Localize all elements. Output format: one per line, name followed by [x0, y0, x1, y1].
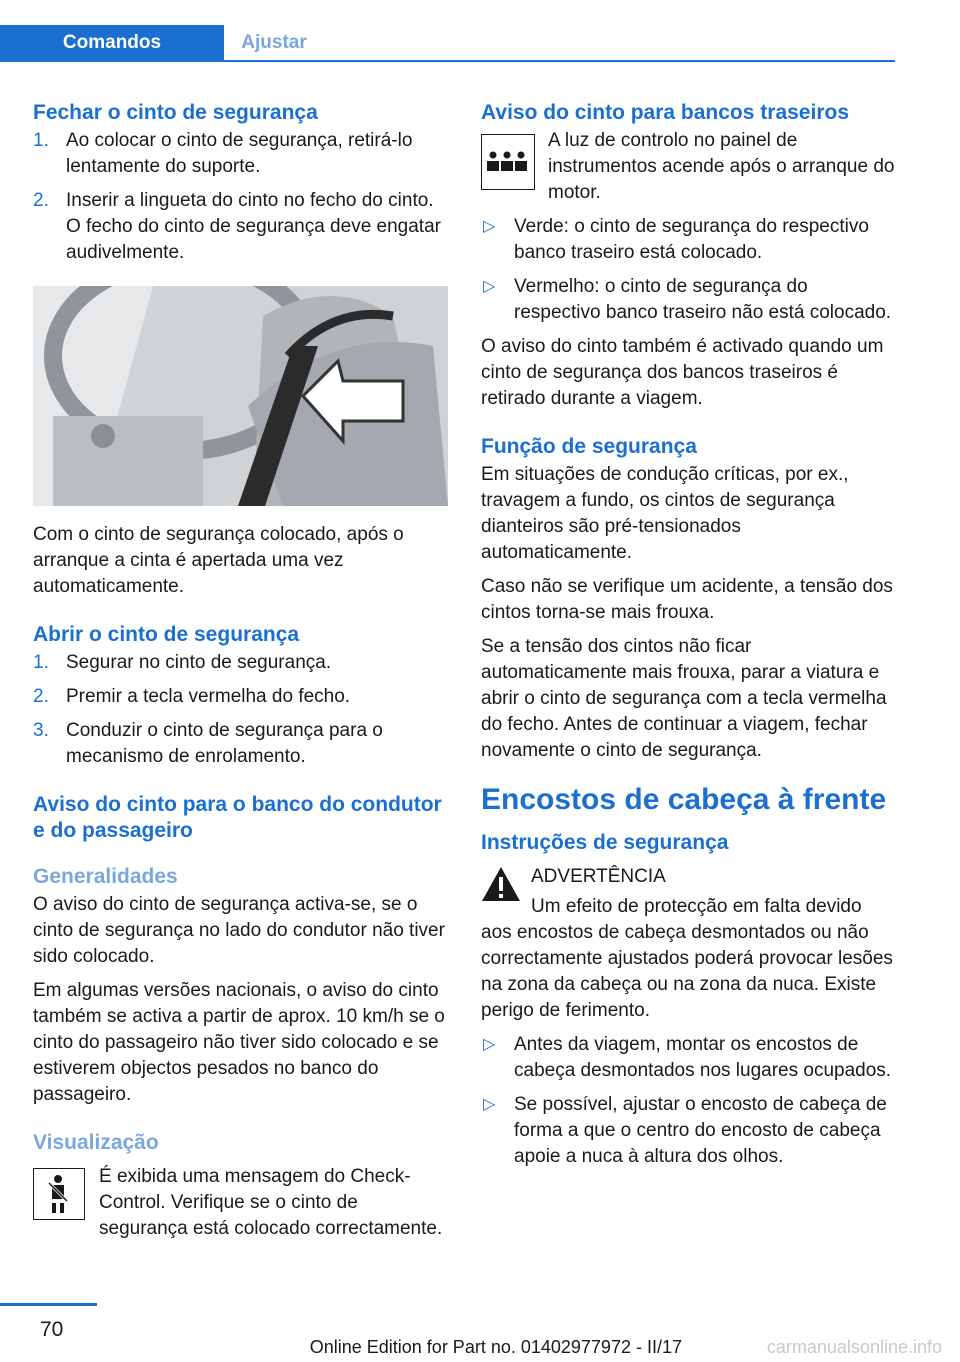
warning-text — [481, 894, 896, 1024]
heading-abrir-cinto: Abrir o cinto de segurança — [33, 623, 300, 646]
step-number: 1. — [33, 652, 49, 673]
rear-seat-indicator-block — [481, 128, 896, 206]
rear-indicator-intro: A luz de controlo no painel de instrumentos acende após o arranque do motor. — [548, 130, 895, 203]
step-text: Ao colocar o cinto de segurança, retirá-lo lentamente do suporte. — [66, 130, 413, 177]
header-tab-bar — [0, 0, 895, 62]
step-number: 2. — [33, 686, 49, 707]
heading-aviso-condutor: Aviso do cinto para o banco do condutor e do passageiro — [33, 793, 442, 842]
subheading-generalidades: Generalidades — [33, 865, 178, 888]
heading-funcao-seguranca: Função de segurança — [481, 435, 697, 458]
funcao-text-3: Se a tensão dos cintos não ficar automaticamente mais frouxa, parar a viatura e abrir o cinto de segurança com a tecla vermelha do fecho. Antes de continuar a viagem, fechar novamente o cinto de segurança. — [481, 636, 887, 761]
funcao-text-1: Em situações de condução críticas, por ex., travagem a fundo, os cintos de segurança dianteiros são pré-tensionados automaticamente. — [481, 464, 849, 563]
list-item — [33, 684, 448, 710]
step-number: 1. — [33, 130, 49, 151]
headrest-bullets — [481, 1032, 896, 1170]
triangle-bullet-icon: ▷ — [483, 1096, 496, 1113]
seatbelt-illustration — [33, 286, 448, 506]
bullet-text: Se possível, ajustar o encosto de cabeça de forma a que o centro do encosto de cabeça apoie a nuca à altura dos olhos. — [514, 1094, 887, 1167]
list-item — [481, 214, 896, 266]
step-number: 3. — [33, 720, 49, 741]
watermark: carmanualsonline.info — [766, 1337, 942, 1357]
heading-aviso-traseiros: Aviso do cinto para bancos traseiros — [481, 101, 849, 124]
page-number: 70 — [40, 1318, 64, 1341]
funcao-text-2: Caso não se verifique um acidente, a tensão dos cintos torna-se mais frouxa. — [481, 576, 893, 623]
heading-fechar-cinto: Fechar o cinto de segurança — [33, 101, 318, 124]
step-number: 2. — [33, 190, 49, 211]
left-column — [33, 100, 448, 1250]
edition-text: Online Edition for Part no. 01402977972 - II/17 — [309, 1337, 682, 1357]
list-item — [33, 718, 448, 770]
fechar-steps-list — [33, 128, 448, 266]
step-text: Inserir a lingueta do cinto no fecho do cinto. O fecho do cinto de segurança deve engatar audivelmente. — [66, 190, 441, 263]
rear-indicator-text: O aviso do cinto também é activado quando um cinto de segurança dos bancos traseiros é retirado durante a viagem. — [481, 336, 884, 409]
seatbelt-after-photo-text: Com o cinto de segurança colocado, após o arranque a cinta é apertada uma vez automaticamente. — [33, 524, 404, 597]
bullet-text: Verde: o cinto de segurança do respectivo banco traseiro está colocado. — [514, 216, 869, 263]
header-divider — [0, 60, 895, 62]
rear-seatbelt-indicator-icon — [481, 134, 535, 190]
seatbelt-photo — [33, 286, 448, 506]
generalidades-text-1: O aviso do cinto de segurança activa-se, se o cinto de segurança no lado do condutor não tiver sido colocado. — [33, 894, 445, 967]
step-text: Segurar no cinto de segurança. — [66, 652, 332, 673]
bullet-text: Vermelho: o cinto de segurança do respectivo banco traseiro não está colocado. — [514, 276, 892, 323]
list-item — [481, 1032, 896, 1084]
list-item — [33, 188, 448, 266]
subheading-visualizacao: Visualização — [33, 1131, 159, 1154]
list-item — [33, 128, 448, 180]
abrir-steps-list — [33, 650, 448, 770]
visualizacao-text: É exibida uma mensagem do Check-Control. Verifique se o cinto de segurança está colocado correctamente. — [99, 1166, 443, 1239]
warning-triangle-icon — [481, 866, 521, 902]
triangle-bullet-icon: ▷ — [483, 1036, 496, 1053]
right-column — [481, 100, 896, 1178]
generalidades-text-2: Em algumas versões nacionais, o aviso do cinto também se activa a partir de aprox. 10 km/h se o cinto do passageiro não tiver sido colocado e se estiverem objectos pesados no banco do passageiro. — [33, 980, 445, 1105]
heading-encostos-cabeca: Encostos de cabeça à frente — [481, 783, 887, 816]
visualizacao-block — [33, 1164, 448, 1242]
footer-rule — [0, 1303, 97, 1306]
list-item — [481, 1092, 896, 1170]
warning-title: ADVERTÊNCIA — [531, 866, 666, 887]
tab-comandos[interactable]: Comandos — [0, 25, 224, 60]
triangle-bullet-icon: ▷ — [483, 278, 496, 295]
step-text: Conduzir o cinto de segurança para o mecanismo de enrolamento. — [66, 720, 383, 767]
subheading-instrucoes-seguranca: Instruções de segurança — [481, 831, 729, 854]
warning-text-body: Um efeito de protecção em falta devido aos encostos de cabeça desmontados ou não correctamente ajustados poderá provocar lesões na zona da cabeça ou na zona da nuca. Existe perigo de ferimento. — [481, 896, 893, 1021]
seatbelt-warning-icon — [33, 1168, 85, 1220]
tab-ajustar[interactable]: Ajustar — [241, 32, 307, 53]
bullet-text: Antes da viagem, montar os encostos de cabeça desmontados nos lugares ocupados. — [514, 1034, 892, 1081]
warning-block — [481, 864, 896, 1024]
list-item — [481, 274, 896, 326]
rear-indicator-bullets — [481, 214, 896, 326]
triangle-bullet-icon: ▷ — [483, 218, 496, 235]
list-item — [33, 650, 448, 676]
step-text: Premir a tecla vermelha do fecho. — [66, 686, 351, 707]
